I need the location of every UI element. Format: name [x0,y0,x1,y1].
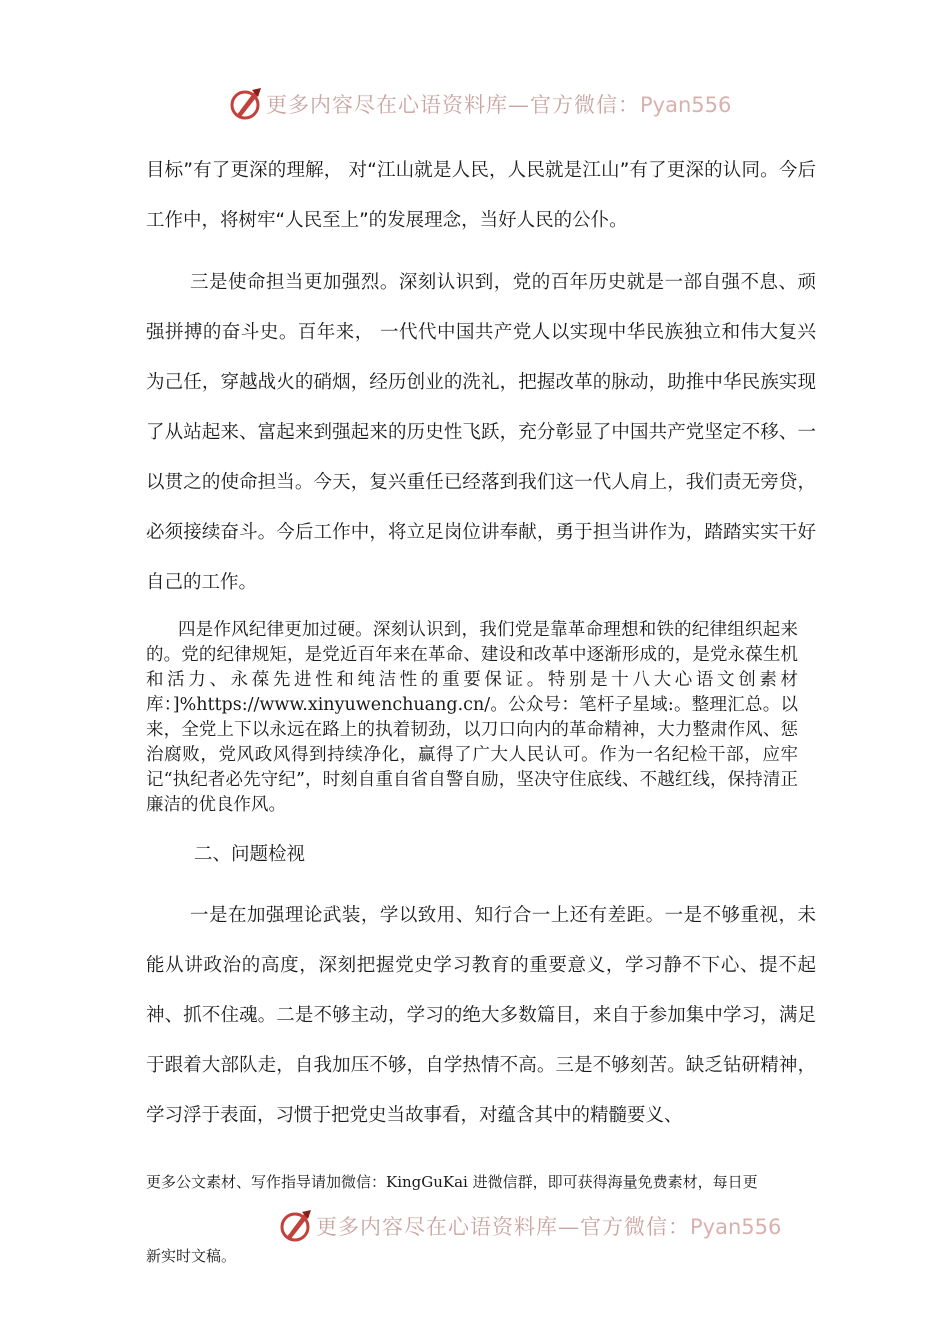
paragraph-continuation: 目标”有了更深的理解， 对“江山就是人民，人民就是江山”有了更深的认同。今后工作中，将树牢“人民至上”的发展理念，当好人民的公仆。 [146,160,816,231]
footer-watermark-banner [0,1208,950,1244]
watermark-text: 更多内容尽在心语资料库—官方微信：Pyan556 [266,93,732,117]
paragraph-discipline: 四是作风纪律更加过硬。深刻认识到，我们党是靠革命理想和铁的纪律组织起来的。党的纪律规矩，是党近百年来在革命、建设和改革中逐渐形成的，是党永葆生机和活力、永葆先进性和纯洁性的重要保证。特别是十八大心语文创素材库：]%https://www.xinyuwenchuang.cn/。公众号：笔杆子星域:。整理汇总。以来，全党上下以永远在路上的执着韧劲，以刀口向内的革命精神，大力整肃作风、惩治腐败，党风政风得到持续净化，赢得了广大人民认可。作为一名纪检干部，应牢记“执纪者必先守纪”，时刻自重自省自警自励，坚决守住底线、不越红线，保持清正廉洁的优良作风。 [146,620,798,815]
quill-logo-icon [278,1208,314,1244]
watermark-text: 更多内容尽在心语资料库—官方微信：Pyan556 [316,1215,782,1239]
paragraph-mission: 三是使命担当更加强烈。深刻认识到，党的百年历史就是一部自强不息、顽强拼搏的奋斗史。百年来， 一代代中国共产党人以实现中华民族独立和伟大复兴为己任，穿越战火的硝烟，经历创业的洗礼，把握改革的脉动，助推中华民族实现了从站起来、富起来到强起来的历史性飞跃，充分彰显了中国共产党坚定不移、一以贯之的使命担当。今天，复兴重任已经落到我们这一代人肩上，我们责无旁贷，必须接续奋斗。今后工作中，将立足岗位讲奉献，勇于担当讲作为，踏踏实实干好自己的工作。 [146,272,816,593]
paragraph-theory-gap: 一是在加强理论武装，学以致用、知行合一上还有差距。一是不够重视，未能从讲政治的高度，深刻把握党史学习教育的重要意义，学习静不下心、提不起神、抓不住魂。二是不够主动，学习的绝大多数篇目，来自于参加集中学习，满足于跟着大部队走，自我加压不够，自学热情不高。三是不够刻苦。缺乏钻研精神，学习浮于表面，习惯于把党史当故事看，对蕴含其中的精髓要义、 [146,905,816,1126]
footer-note-line2: 新实时文稿。 [146,1247,237,1265]
footer-note-line1: 更多公文素材、写作指导请加微信：KingGuKai 进微信群，即可获得海量免费素材，每日更 [146,1173,758,1191]
section-heading-problems: 二、问题检视 [194,844,306,865]
quill-logo-icon [228,86,264,122]
header-watermark-banner [0,86,950,122]
